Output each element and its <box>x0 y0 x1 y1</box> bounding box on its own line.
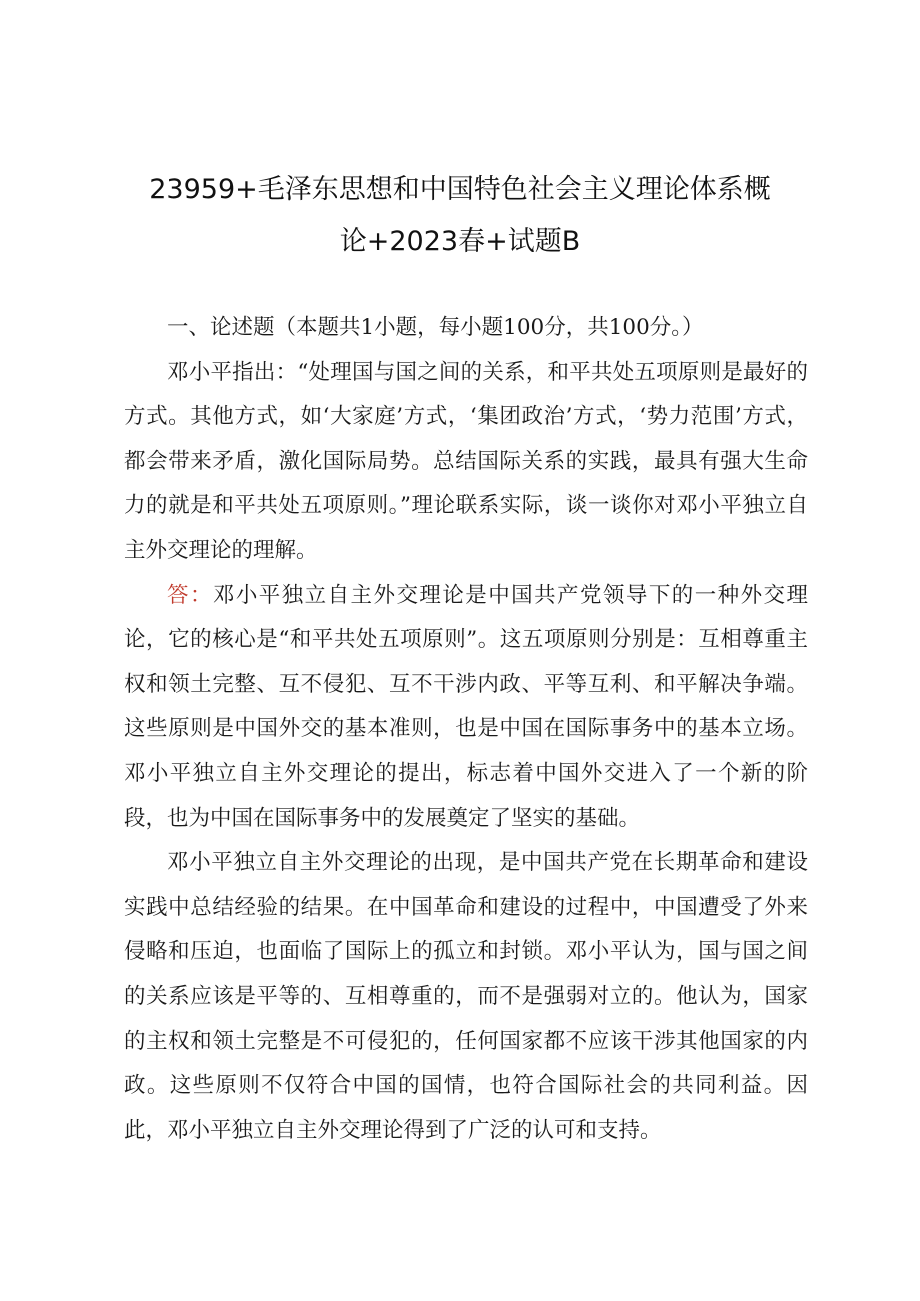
title-line-2: 论+2023春+试题B <box>339 226 581 257</box>
document-body <box>124 306 808 1153</box>
title-line-1: 23959+毛泽东思想和中国特色社会主义理论体系概 <box>149 174 771 205</box>
answer-label: 答： <box>167 582 213 608</box>
answer-paragraph-2: 邓小平独立自主外交理论的出现，是中国共产党在长期革命和建设实践中总结经验的结果。在中国革命和建设的过程中，中国遭受了外来侵略和压迫，也面临了国际上的孤立和封锁。邓小平认为，国与国之间的关系应该是平等的、互相尊重的，而不是强弱对立的。他认为，国家的主权和领土完整是不可侵犯的，任何国家都不应该干涉其他国家的内政。这些原则不仅符合中国的国情，也符合国际社会的共同利益。因此，邓小平独立自主外交理论得到了广泛的认可和支持。 <box>124 850 808 1143</box>
answer-paragraph-1 <box>124 574 808 842</box>
question-paragraph: 邓小平指出：“处理国与国之间的关系，和平共处五项原则是最好的方式。其他方式，如‘大家庭’方式，‘集团政治’方式，‘势力范围’方式，都会带来矛盾，激化国际局势。总结国际关系的实践，最具有强大生命力的就是和平共处五项原则。”理论联系实际，谈一谈你对邓小平独立自主外交理论的理解。 <box>124 359 808 563</box>
section-heading: 一、论述题（本题共1小题，每小题100分，共100分。） <box>167 315 704 340</box>
document-title <box>120 164 800 268</box>
answer-paragraph-1-text: 邓小平独立自主外交理论是中国共产党领导下的一种外交理论，它的核心是“和平共处五项原则”。这五项原则分别是：互相尊重主权和领土完整、互不侵犯、互不干涉内政、平等互利、和平解决争端。这些原则是中国外交的基本准则，也是中国在国际事务中的基本立场。邓小平独立自主外交理论的提出，标志着中国外交进入了一个新的阶段，也为中国在国际事务中的发展奠定了坚实的基础。 <box>124 582 808 831</box>
